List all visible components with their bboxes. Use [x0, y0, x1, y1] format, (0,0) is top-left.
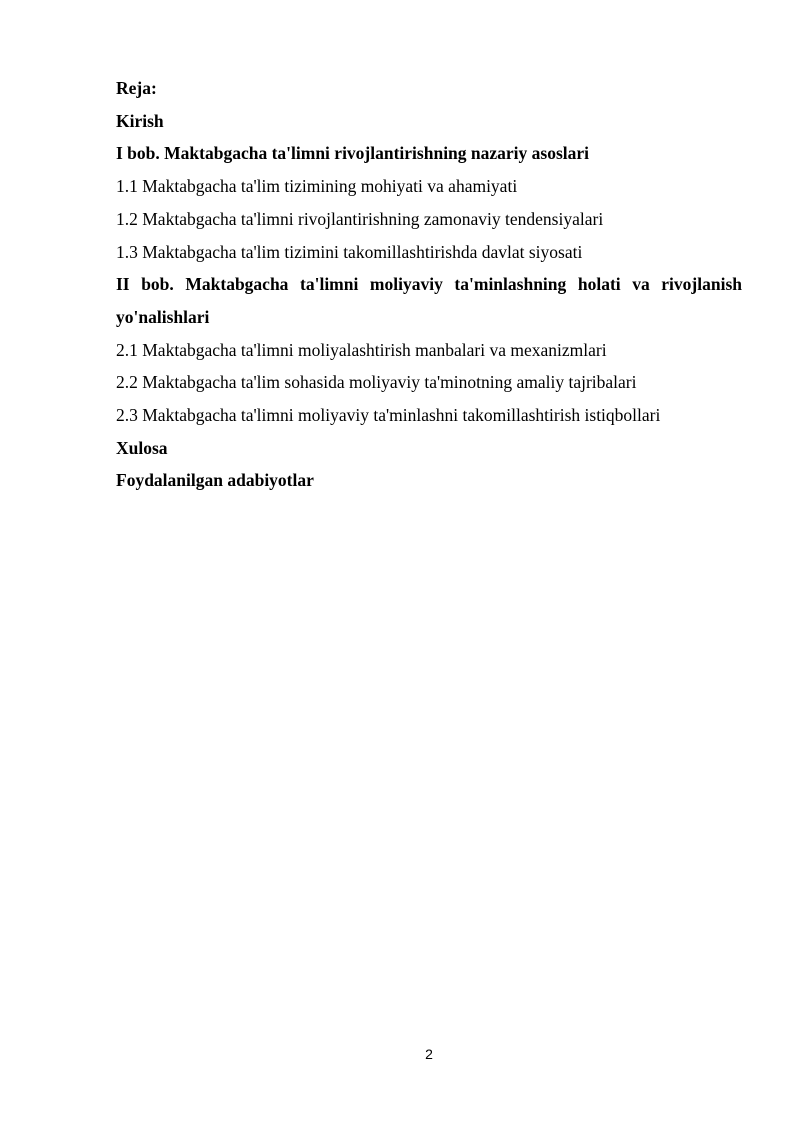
- toc-section-1-2: 1.2 Maktabgacha ta'limni rivojlantirishning zamonaviy tendensiyalari: [116, 208, 604, 229]
- toc-section-1-3: 1.3 Maktabgacha ta'lim tizimini takomillashtirishda davlat siyosati: [116, 241, 583, 262]
- page-number: 2: [425, 1046, 433, 1062]
- toc-section-2-2: 2.2 Maktabgacha ta'lim sohasida moliyaviy ta'minotning amaliy tajribalari: [116, 372, 637, 393]
- toc-section-2-3: 2.3 Maktabgacha ta'limni moliyaviy ta'minlashni takomillashtirish istiqbollari: [116, 405, 661, 426]
- toc-intro: Kirish: [116, 110, 164, 131]
- table-of-contents: [116, 72, 742, 497]
- toc-conclusion: Xulosa: [116, 437, 168, 458]
- toc-chapter-1-title: I bob. Maktabgacha ta'limni rivojlantirishning nazariy asoslari: [116, 143, 590, 164]
- toc-references: Foydalanilgan adabiyotlar: [116, 470, 314, 491]
- toc-section-1-1: 1.1 Maktabgacha ta'lim tizimining mohiyati va ahamiyati: [116, 176, 518, 197]
- toc-chapter-2-title: II bob. Maktabgacha ta'limni moliyaviy ta'minlashning holati va rivojlanish yo'nalishlari: [116, 274, 742, 327]
- toc-section-2-1: 2.1 Maktabgacha ta'limni moliyalashtirish manbalari va mexanizmlari: [116, 339, 607, 360]
- plan-heading: Reja:: [116, 78, 157, 98]
